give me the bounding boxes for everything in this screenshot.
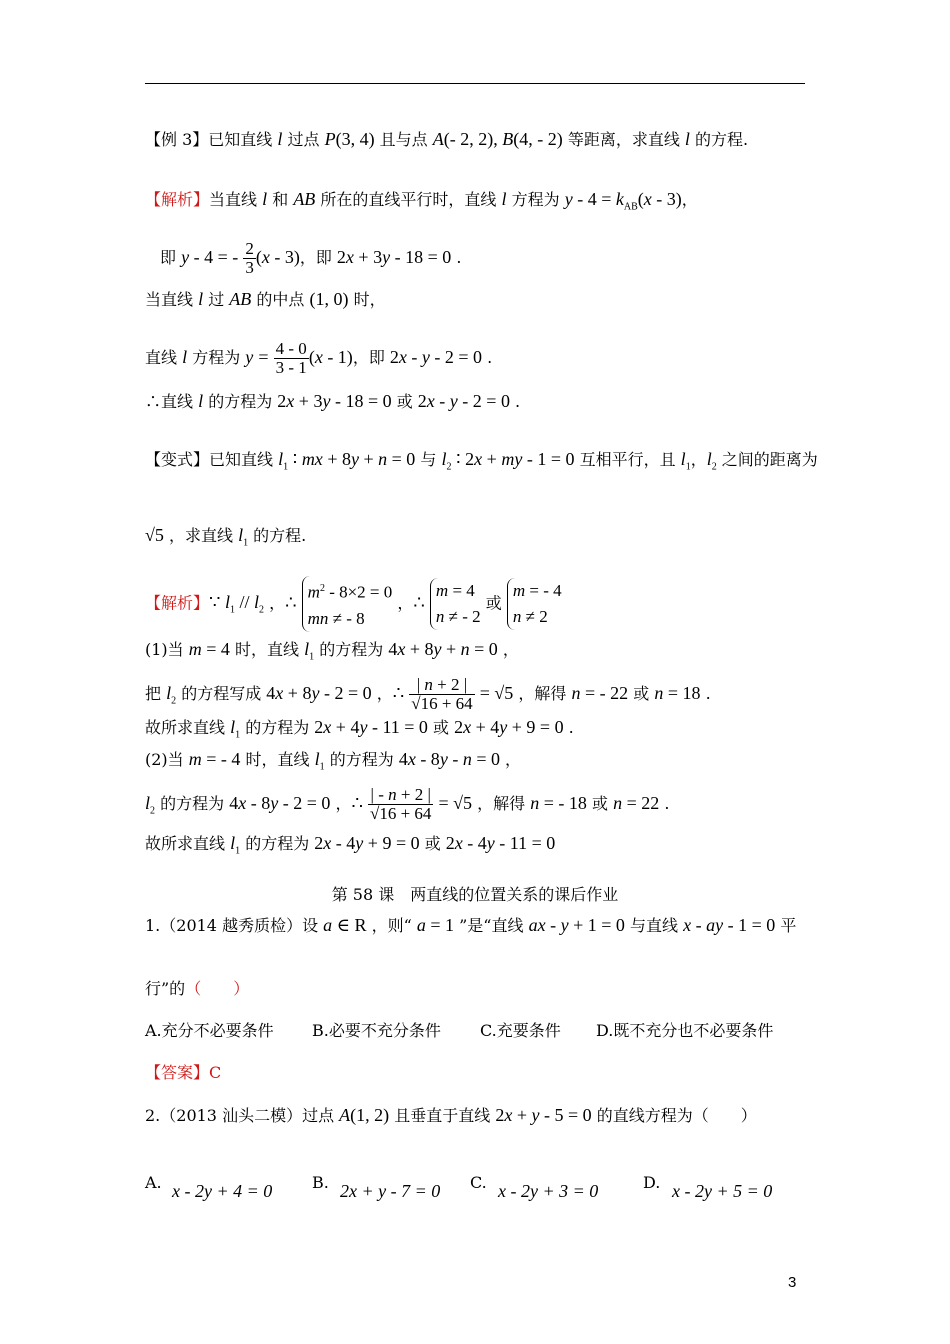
variant-question-line1: 【变式】已知直线 $l_1$ ∶ mx + 8y + n = 0 与 $l_2$ ∶ 2x + my - 1 = 0 互相平行，且 $l_1$，$l_2$ 之间的距离为 (145, 449, 818, 473)
q2-option-d-expr: x - 2y + 5 = 0 (672, 1181, 773, 1201)
variant-solution-line6: $l_2$ 的方程为 4x - 8y - 2 = 0 ，∴ $\frac{| - n + 2 |}{√16 + 64}$ = √5 ，解得 n = - 18 或 n = 22 . (145, 785, 670, 823)
variant-solution-line1: 【解析】∵ $l_1 // l_2$ ，∴ $m^2 - 8\times 2 = 0$ mn ≠ - 8 ，∴ m = 4 n ≠ - 2 或 m = - 4 n ≠ 2 (145, 576, 562, 632)
q1-option-a: A.充分不必要条件 (145, 1021, 274, 1040)
variant-solution-label: 【解析】 (145, 593, 210, 613)
q1-option-d: D.既不充分也不必要条件 (596, 1021, 774, 1040)
variant-solution-line3: 把 $l_2$ 的方程写成 4x + 8y - 2 = 0 ，∴ $\frac{| n + 2 |}{√16 + 64}$ = √5 ，解得 n = - 22 或 n = 18 . (145, 675, 711, 713)
q1-line1: 1.（2014 越秀质检）设 a ∈ R ，则“ a = 1 ”是“直线 ax - y + 1 = 0 与直线 x - ay - 1 = 0 平 (145, 915, 797, 935)
q1-answer-label: 【答案】 (145, 1063, 210, 1082)
variant-solution-line2: (1)当 m = 4 时，直线 $l_1$ 的方程为 4x + 8y + n = 0 ， (145, 639, 519, 663)
variant-solution-line7: 故所求直线 $l_1$ 的方程为 2x - 4y + 9 = 0 或 2x - 4y - 11 = 0 (145, 833, 556, 857)
q2-line1: 2.（2013 汕头二模）过点 A(1, 2) 且垂直于直线 2x + y - 5 = 0 的直线方程为（ ） (145, 1105, 757, 1125)
page-number: 3 (788, 1274, 797, 1291)
example3-solution-line2: 即 y - 4 = - $\frac{2}{3}$ (x - 3)，即 2x + 3y - 18 = 0 . (160, 239, 462, 277)
homework-title: 第 58 课 两直线的位置关系的课后作业 (331, 885, 619, 904)
variant-label: 【变式】 (145, 450, 210, 469)
example3-solution-line5: ∴直线 l 的方程为 2x + 3y - 18 = 0 或 2x - y - 2 = 0 . (145, 391, 521, 411)
example3-solution-line1: 【解析】当直线 l 和 AB 所在的直线平行时，直线 l 方程为 $y - 4 = k_{AB}(x - 3)$， (145, 189, 698, 213)
header-rule (145, 83, 805, 84)
example3-label: 【例 3】 (145, 130, 209, 149)
example3-question: 【例 3】已知直线 l 过点 P(3, 4) 且与点 A(- 2, 2), B(4, - 2) 等距离，求直线 l 的方程. (145, 129, 749, 149)
variant-solution-line5: (2)当 m = - 4 时，直线 $l_1$ 的方程为 4x - 8y - n = 0 ， (145, 749, 522, 773)
example3-solution-line4: 直线 l 方程为 y = $\frac{4 - 0}{3 - 1}$ (x - 1)，即 2x - y - 2 = 0 . (145, 339, 493, 377)
variant-solution-line4: 故所求直线 $l_1$ 的方程为 2x + 4y - 11 = 0 或 2x + 4y + 9 = 0 . (145, 717, 574, 741)
q2-option-c-letter: C. (470, 1173, 487, 1192)
q2-option-a-letter: A. (145, 1173, 162, 1192)
q1-answer (145, 1062, 221, 1084)
variant-question-line2: √5 ，求直线 $l_1$ 的方程. (145, 525, 307, 549)
q2-option-d-letter: D. (643, 1173, 661, 1192)
q2-option-c-expr: x - 2y + 3 = 0 (498, 1181, 599, 1201)
q2-option-b-letter: B. (312, 1173, 329, 1192)
q1-option-b: B.必要不充分条件 (312, 1021, 441, 1040)
q1-line2: 行”的（ ） (145, 979, 250, 998)
q1-option-c: C.充要条件 (480, 1021, 561, 1040)
example3-solution-label: 【解析】 (145, 190, 210, 209)
q2-option-b-expr: 2x + y - 7 = 0 (340, 1181, 441, 1201)
q2-option-a-expr: x - 2y + 4 = 0 (172, 1181, 273, 1201)
example3-solution-line3: 当直线 l 过 AB 的中点 (1, 0) 时， (145, 289, 386, 309)
q1-answer-value: C (209, 1063, 222, 1082)
